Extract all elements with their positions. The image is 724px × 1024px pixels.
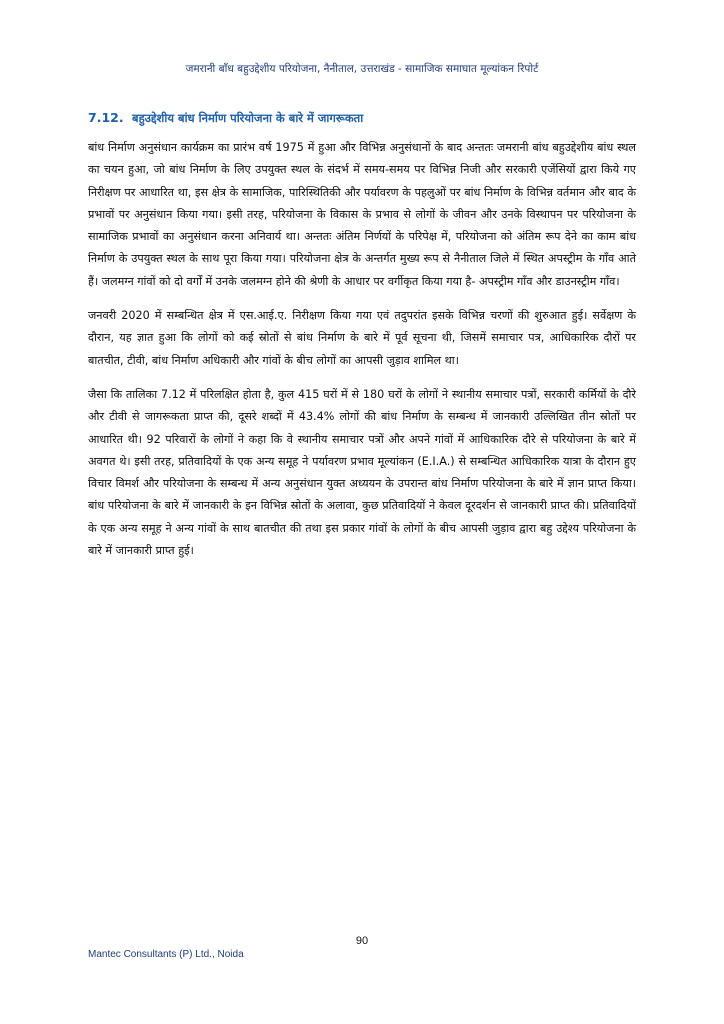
- section-title: बहुउद्देशीय बांध निर्माण परियोजना के बारे में जागरूकता: [132, 111, 364, 125]
- page-number: 90: [355, 935, 369, 947]
- section-heading: [88, 110, 636, 126]
- paragraph: जनवरी 2020 में सम्बन्धित क्षेत्र में एस.आई.ए. निरीक्षण किया गया एवं तदुपरांत इसके विभिन्न चरणों की शुरुआत हुई। सर्वेक्षण के दौरान, यह ज्ञात हुआ कि लोगों को कई स्रोतों से बांध निर्माण के बारे में पूर्व सूचना थी, जिसमें समाचार पत्र, आधिकारिक दौरों पर बातचीत, टीवी, बांध निर्माण अधिकारी और गांवों के बीच लोगों का आपसी जुड़ाव शामिल था।: [88, 309, 636, 367]
- section-number: 7.12.: [88, 110, 124, 125]
- running-header: जमरानी बाँध बहुउद्देशीय परियोजना, नैनीताल, उत्तराखंड - सामाजिक समाघात मूल्यांकन रिपोर्ट: [185, 63, 539, 75]
- body-text: [88, 137, 636, 574]
- footer-company: Mantec Consultants (P) Ltd., Noida: [88, 949, 244, 960]
- paragraph: जैसा कि तालिका 7.12 में परिलक्षित होता है, कुल 415 घरों में से 180 घरों के लोगों ने स्थानीय समाचार पत्रों, सरकारी कर्मियों के दौरे और टीवी से जागरूकता प्राप्त की, दूसरे शब्दों में 43.4% लोगों की बांध निर्माण के सम्बन्ध में जानकारी उल्लिखित तीन स्रोतों पर आधारित थी। 92 परिवारों के लोगों ने कहा कि वे स्थानीय समाचार पत्रों और अपने गांवों में आधिकारिक दौरे से परियोजना के बारे में अवगत थे। इसी तरह, प्रतिवादियों के एक अन्य समूह ने पर्यावरण प्रभाव मूल्यांकन (E.I.A.) से सम्बन्धित आधिकारिक यात्रा के दौरान हुए विचार विमर्श और परियोजना के सम्बन्ध में अन्य अनुसंधान युक्त अध्ययन के उपरान्त बांध निर्माण परियोजना के बारे में ज्ञान प्राप्त किया। बांध परियोजना के बारे में जानकारी के इन विभिन्न स्रोतों के अलावा, कुछ प्रतिवादियों ने केवल दूरदर्शन से जानकारी प्राप्त की। प्रतिवादियों के एक अन्य समूह ने अन्य गांवों के साथ बातचीत की तथा इस प्रकार गांवों के लोगों के बीच आपसी जुड़ाव द्वारा बहु उद्देश्य परियोजना के बारे में जानकारी प्राप्त हुई।: [88, 387, 636, 558]
- paragraph: बांध निर्माण अनुसंधान कार्यक्रम का प्रारंभ वर्ष 1975 में हुआ और विभिन्न अनुसंधानों के बाद अन्ततः जमरानी बांध बहुउद्देशीय बांध स्थल का चयन हुआ, जो बांध निर्माण के लिए उपयुक्त स्थल के संदर्भ में समय-समय पर विभिन्न निजी और सरकारी एजेंसियों द्वारा किये गए निरीक्षण पर आधारित था, इस क्षेत्र के सामाजिक, पारिस्थितिकी और पर्यावरण के पहलुओं पर बांध निर्माण के विभिन्न वर्तमान और बाद के प्रभावों पर अनुसंधान किया गया। इसी तरह, परियोजना के विकास के प्रभाव से लोगों के जीवन और उनके विस्थापन पर परियोजना के सामाजिक प्रभावों का अनुसंधान करना अनिवार्य था। अन्ततः अंतिम निर्णयों के परिपेक्ष में, परियोजना को अंतिम रूप देने का काम बांध निर्माण के उपयुक्त स्थल के साथ पूरा किया गया। परियोजना क्षेत्र के अन्तर्गत मुख्य रूप से नैनीताल जिले में स्थित अपस्ट्रीम के गाँव आते हैं। जलमग्न गांवों को दो वर्गों में उनके जलमग्न होने की श्रेणी के आधार पर वर्गीकृत किया गया है- अपस्ट्रीम गाँव और डाउनस्ट्रीम गाँव।: [88, 141, 636, 288]
